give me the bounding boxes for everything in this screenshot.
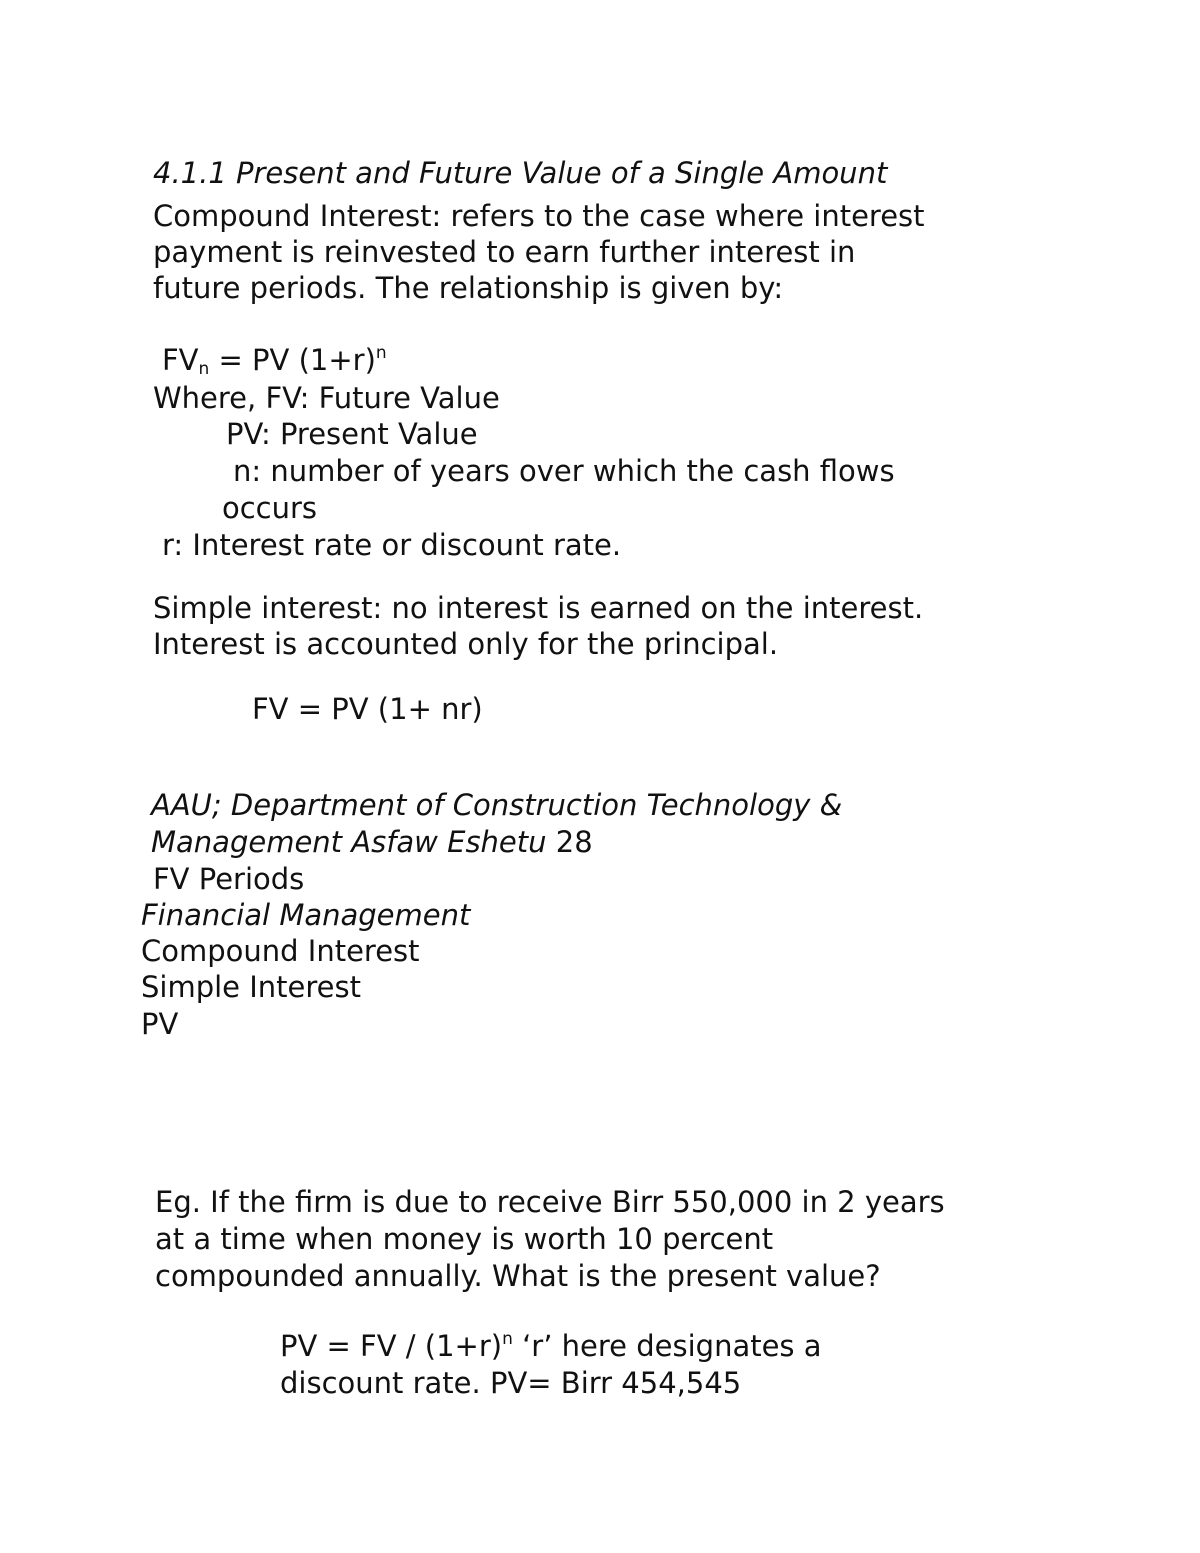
definition-pv: PV: Present Value [226,417,478,451]
example-formula-suffix: ‘r’ here designates a [512,1329,822,1363]
footer-page-number: 28 [546,825,593,859]
example-formula-exponent: n [502,1329,513,1349]
compound-formula [162,342,387,378]
formula-fv-base: FV [162,343,199,377]
compound-interest-line-1: Compound Interest: refers to the case where interest [153,199,925,233]
footer-pv: PV [141,1007,179,1041]
simple-formula: FV = PV (1+ nr) [252,692,483,726]
section-heading: 4.1.1 Present and Future Value of a Single Amount [153,156,888,190]
definition-n-line-2: occurs [222,491,318,525]
formula-fv-subscript: n [198,359,210,379]
simple-interest-line-2: Interest is accounted only for the principal. [153,627,779,661]
definition-n-line-1: n: number of years over which the cash flows [233,454,895,488]
compound-interest-line-3: future periods. The relationship is given by: [153,271,784,305]
definition-fv: Where, FV: Future Value [153,381,500,415]
footer-department-line-1: AAU; Department of Construction Technology & [151,788,843,822]
compound-interest-line-2: payment is reinvested to earn further interest in [153,235,856,269]
example-line-3: compounded annually. What is the present value? [155,1259,881,1293]
footer-department-line-2 [151,824,593,860]
footer-fv-periods: FV Periods [153,862,305,896]
example-formula-prefix: PV = FV / (1+r) [280,1329,503,1363]
example-result: discount rate. PV= Birr 454,545 [280,1366,742,1400]
footer-simple-interest: Simple Interest [141,970,361,1004]
example-formula [280,1328,822,1364]
formula-fv-exponent: n [375,343,387,363]
footer-author: Management Asfaw Eshetu [151,825,547,859]
simple-interest-line-1: Simple interest: no interest is earned on the interest. [153,591,924,625]
formula-fv-body: = PV (1+r) [209,343,376,377]
definition-r: r: Interest rate or discount rate. [162,528,622,562]
example-line-1: Eg. If the firm is due to receive Birr 550,000 in 2 years [155,1185,945,1219]
footer-financial-management: Financial Management [141,898,471,932]
footer-compound-interest: Compound Interest [141,934,420,968]
example-line-2: at a time when money is worth 10 percent [155,1222,774,1256]
